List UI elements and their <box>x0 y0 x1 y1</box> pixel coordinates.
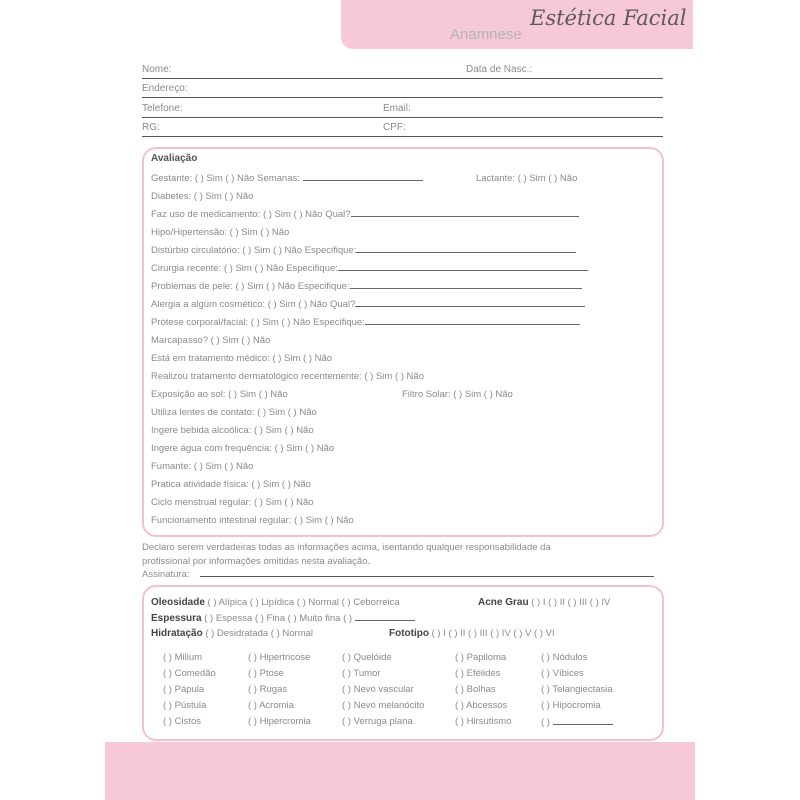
q-lentes[interactable]: Utiliza lentes de contato: ( ) Sim ( ) Não <box>151 407 317 418</box>
condition-cistos[interactable]: ( ) Cistos <box>163 716 201 727</box>
form-title: Estética Facial <box>530 6 687 30</box>
condition-comedao[interactable]: ( ) Comedão <box>163 668 216 679</box>
q-atividade-fisica[interactable]: Pratica atividade física: ( ) Sim ( ) Não <box>151 479 311 490</box>
condition-queloide[interactable]: ( ) Quelóide <box>342 652 392 663</box>
q-protese[interactable]: Prótese corporal/facial: ( ) Sim ( ) Não Especifique: <box>151 316 580 330</box>
endereco-field[interactable]: Endereço: <box>142 83 188 94</box>
condition-ptose[interactable]: ( ) Ptose <box>248 668 284 679</box>
oleosidade-row[interactable] <box>151 596 400 610</box>
rg-field[interactable]: RG: <box>142 122 160 133</box>
signature-label: Assinatura: <box>142 569 190 580</box>
condition-papiloma[interactable]: ( ) Papiloma <box>455 652 507 663</box>
birthdate-field[interactable]: Data de Nasc.: <box>466 64 533 75</box>
form-subtitle: Anamnese <box>450 26 522 43</box>
q-filtro-solar[interactable]: Filtro Solar: ( ) Sim ( ) Não <box>402 389 513 400</box>
email-field[interactable]: Email: <box>383 103 411 114</box>
condition-acromia[interactable]: ( ) Acromia <box>248 700 294 711</box>
q-alergia[interactable]: Alergia a algum cosmético: ( ) Sim ( ) Não Qual? <box>151 298 585 312</box>
q-dermatologico[interactable]: Realizou tratamento dermatológico recentemente: ( ) Sim ( ) Não <box>151 371 424 382</box>
espessura-label: Espessura <box>151 613 202 624</box>
condition-nodulos[interactable]: ( ) Nódulos <box>541 652 588 663</box>
espessura-row[interactable] <box>151 612 415 626</box>
q-agua[interactable]: Ingere água com frequência: ( ) Sim ( ) Não <box>151 443 335 454</box>
fototipo-row[interactable] <box>389 627 555 641</box>
condition-bolhas[interactable]: ( ) Bolhas <box>455 684 496 695</box>
acne-label: Acne Grau <box>478 597 529 608</box>
condition-telangiectasia[interactable]: ( ) Telangiectasia <box>541 684 613 695</box>
acne-row[interactable] <box>478 596 610 610</box>
declaration-line-2: profissional por informações omitidas nesta avaliação. <box>142 556 371 567</box>
evaluation-heading: Avaliação <box>151 153 198 164</box>
q-intestinal[interactable]: Funcionamento intestinal regular: ( ) Sim ( ) Não <box>151 515 354 526</box>
condition-tumor[interactable]: ( ) Tumor <box>342 668 381 679</box>
q-marcapasso[interactable]: Marcapasso? ( ) Sim ( ) Não <box>151 335 271 346</box>
condition-verruga-plana[interactable]: ( ) Verruga plana <box>342 716 413 727</box>
condition-vibices[interactable]: ( ) Víbices <box>541 668 584 679</box>
q-problemas-pele[interactable]: Problemas de pele: ( ) Sim ( ) Não Especifique: <box>151 280 582 294</box>
q-tratamento-medico[interactable]: Está em tratamento médico: ( ) Sim ( ) Não <box>151 353 333 364</box>
oleosidade-options[interactable]: ( ) Alípica ( ) Lipídica ( ) Normal ( ) Ceborreica <box>207 597 400 608</box>
q-lactante[interactable]: Lactante: ( ) Sim ( ) Não <box>476 173 578 184</box>
condition-hipercromia[interactable]: ( ) Hipercromia <box>248 716 311 727</box>
condition-nevo-melanocito[interactable]: ( ) Nevo melanócito <box>342 700 425 711</box>
q-cirurgia[interactable]: Cirurgia recente: ( ) Sim ( ) Não Especifique: <box>151 262 588 276</box>
condition-milium[interactable]: ( ) Milium <box>163 652 203 663</box>
condition-hirsutismo[interactable]: ( ) Hirsutismo <box>455 716 512 727</box>
condition-other[interactable]: ( ) <box>541 716 613 728</box>
cpf-field[interactable]: CPF: <box>383 122 406 133</box>
condition-efelides[interactable]: ( ) Efélides <box>455 668 501 679</box>
q-gestante[interactable]: Gestante: ( ) Sim ( ) Não Semanas: <box>151 172 423 186</box>
q-circulatorio[interactable]: Distúrbio circulatório: ( ) Sim ( ) Não Especifique: <box>151 244 576 258</box>
telefone-field[interactable]: Telefone: <box>142 103 183 114</box>
nome-field[interactable]: Nome: <box>142 64 172 75</box>
hidratacao-row[interactable] <box>151 627 313 641</box>
personal-row-1 <box>142 63 663 79</box>
signature-line[interactable] <box>200 576 654 577</box>
fototipo-options[interactable]: ( ) I ( ) II ( ) III ( ) IV ( ) V ( ) VI <box>431 628 555 639</box>
condition-nevo-vascular[interactable]: ( ) Nevo vascular <box>342 684 414 695</box>
espessura-options[interactable]: ( ) Espessa ( ) Fina ( ) Muito fina ( ) <box>204 613 353 624</box>
oleosidade-label: Oleosidade <box>151 597 205 608</box>
q-exposicao-sol[interactable]: Exposição ao sol: ( ) Sim ( ) Não <box>151 389 288 400</box>
q-alcool[interactable]: Ingere bebida alcoólica: ( ) Sim ( ) Não <box>151 425 314 436</box>
condition-papula[interactable]: ( ) Pápula <box>163 684 205 695</box>
q-diabetes[interactable]: Diabetes: ( ) Sim ( ) Não <box>151 191 254 202</box>
acne-options[interactable]: ( ) I ( ) II ( ) III ( ) IV <box>531 597 611 608</box>
personal-row-4 <box>142 121 663 137</box>
fototipo-label: Fototipo <box>389 628 429 639</box>
q-fumante[interactable]: Fumante: ( ) Sim ( ) Não <box>151 461 254 472</box>
condition-hipertricose[interactable]: ( ) Hipertricose <box>248 652 311 663</box>
condition-rugas[interactable]: ( ) Rugas <box>248 684 288 695</box>
q-ciclo-menstrual[interactable]: Ciclo menstrual regular: ( ) Sim ( ) Não <box>151 497 314 508</box>
q-medicamento[interactable]: Faz uso de medicamento: ( ) Sim ( ) Não Qual? <box>151 208 579 222</box>
footer-band <box>105 742 695 800</box>
hidratacao-label: Hidratação <box>151 628 203 639</box>
hidratacao-options[interactable]: ( ) Desidratada ( ) Normal <box>205 628 314 639</box>
personal-row-3 <box>142 102 663 118</box>
condition-abcessos[interactable]: ( ) Abcessos <box>455 700 508 711</box>
condition-hipocromia[interactable]: ( ) Hipocromia <box>541 700 601 711</box>
declaration-line-1: Declaro serem verdadeiras todas as informações acima, isentando qualquer responsabilidade da <box>142 542 551 553</box>
personal-row-2 <box>142 82 663 98</box>
q-hipertensao[interactable]: Hipo/Hipertensão: ( ) Sim ( ) Não <box>151 227 290 238</box>
condition-pustula[interactable]: ( ) Pústula <box>163 700 207 711</box>
